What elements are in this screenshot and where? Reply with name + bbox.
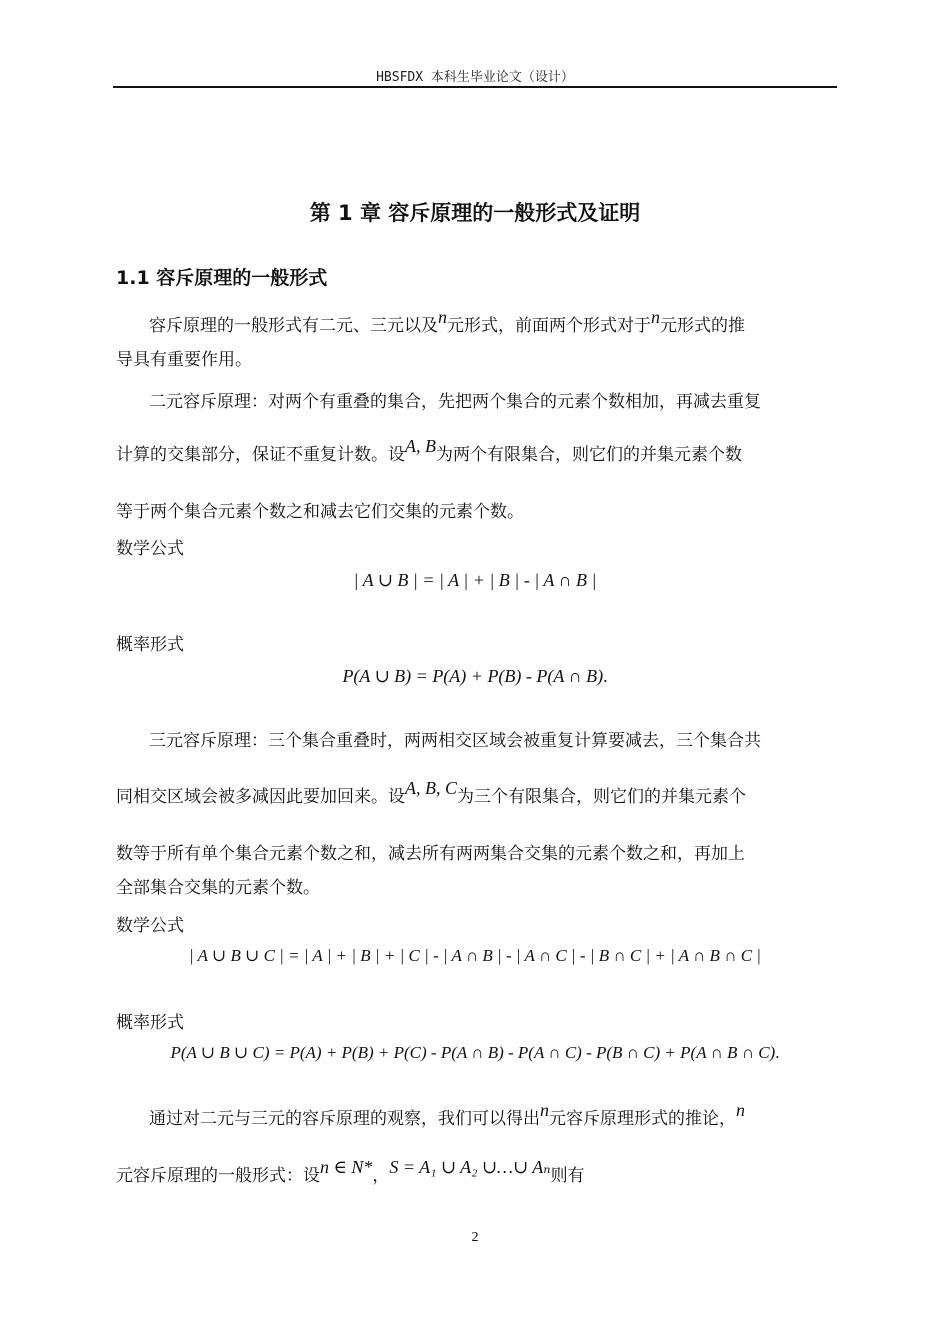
math-condition: n ∈ N*	[320, 1157, 373, 1177]
ternary-line-4: 全部集合交集的元素个数。	[116, 878, 320, 898]
general-text-b: 元容斥原理形式的推论，	[549, 1109, 736, 1129]
math-set-definition: S = A₁ ∪ A₂ ∪…∪ Aₙ	[389, 1157, 551, 1177]
ternary-line-1: 三元容斥原理：三个集合重叠时，两两相交区域会被重复计算要减去，三个集合共	[149, 731, 761, 751]
intro-text-a: 容斥原理的一般形式有二元、三元以及	[149, 316, 438, 336]
intro-text-c: 元形式的推	[660, 316, 745, 336]
chapter-title: 第 1 章 容斥原理的一般形式及证明	[309, 201, 641, 225]
ternary-math-formula: | A ∪ B ∪ C | = | A | + | B | + | C | - | A ∩ B | - | A ∩ C | - | B ∩ C | + | A ∩ B ∩ C |	[189, 946, 761, 965]
section-title: 1.1 容斥原理的一般形式	[116, 267, 328, 289]
general-line-2	[116, 1157, 585, 1188]
general-text-c: 元容斥原理的一般形式：设	[116, 1166, 320, 1186]
ternary-line-3: 数等于所有单个集合元素个数之和，减去所有两两集合交集的元素个数之和，再加上	[116, 844, 745, 864]
ternary-prob-formula	[0, 1043, 950, 1063]
header-rule	[113, 86, 837, 88]
ternary-text-a: 同相交区域会被多减因此要加回来。设	[116, 787, 405, 807]
math-n: n	[736, 1100, 745, 1120]
ternary-prob-period: .	[775, 1043, 780, 1062]
general-line-1	[149, 1100, 745, 1131]
ternary-prob-label: 概率形式	[116, 1013, 184, 1033]
binary-line-2	[116, 436, 742, 467]
math-sets-ab: A, B	[405, 436, 436, 456]
general-comma: ，	[372, 1166, 390, 1186]
ternary-text-b: 为三个有限集合，则它们的并集元素个	[457, 787, 746, 807]
binary-math-label: 数学公式	[116, 539, 184, 559]
ternary-line-2	[116, 778, 746, 809]
math-sets-abc: A, B, C	[405, 778, 457, 798]
intro-text-b: 元形式，前面两个形式对于	[447, 316, 651, 336]
binary-text-b: 为两个有限集合，则它们的并集元素个数	[436, 445, 742, 465]
math-n: n	[540, 1100, 549, 1120]
ternary-prob-expression: P(A ∪ B ∪ C) = P(A) + P(B) + P(C) - P(A ∩ B) - P(A ∩ C) - P(B ∩ C) + P(A ∩ B ∩ C)	[170, 1043, 776, 1062]
intro-line-2: 导具有重要作用。	[116, 350, 252, 370]
binary-math-formula: | A ∪ B | = | A | + | B | - | A ∩ B |	[353, 570, 597, 590]
binary-prob-expression: P(A ∪ B) = P(A) + P(B) - P(A ∩ B)	[342, 666, 604, 686]
ternary-math-label: 数学公式	[116, 916, 184, 936]
running-header: HBSFDX 本科生毕业论文（设计）	[376, 70, 574, 85]
intro-line-1	[149, 307, 745, 338]
general-text-a: 通过对二元与三元的容斥原理的观察，我们可以得出	[149, 1109, 540, 1129]
page-number: 2	[471, 1230, 479, 1245]
binary-prob-label: 概率形式	[116, 635, 184, 655]
binary-prob-formula	[0, 666, 950, 687]
binary-line-1: 二元容斥原理：对两个有重叠的集合，先把两个集合的元素个数相加，再减去重复	[149, 392, 761, 412]
general-text-d: 则有	[550, 1166, 585, 1186]
binary-prob-period: .	[603, 666, 608, 686]
binary-text-a: 计算的交集部分，保证不重复计数。设	[116, 445, 405, 465]
math-n: n	[651, 307, 660, 327]
math-n: n	[438, 307, 447, 327]
binary-line-3: 等于两个集合元素个数之和减去它们交集的元素个数。	[116, 502, 524, 522]
